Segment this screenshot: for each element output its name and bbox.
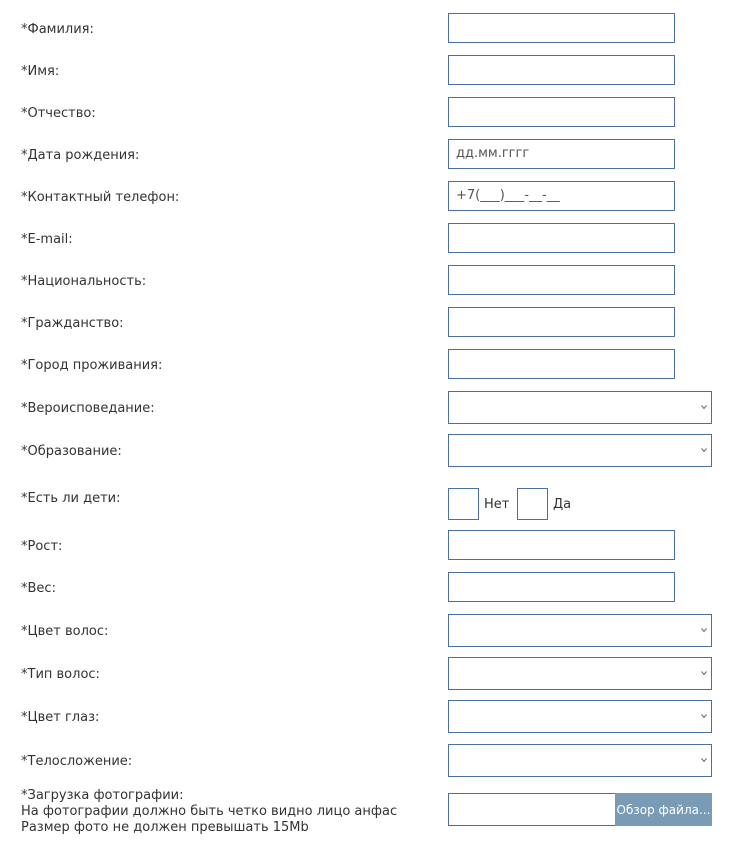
chevron-down-icon	[701, 713, 707, 719]
children-label: *Есть ли дети:	[21, 491, 121, 506]
hair-color-label: *Цвет волос:	[21, 624, 109, 639]
children-no-checkbox[interactable]	[448, 488, 479, 520]
children-no-label: Нет	[484, 497, 510, 512]
hair-type-select[interactable]	[448, 657, 712, 690]
city-input[interactable]	[448, 349, 675, 379]
citizenship-input[interactable]	[448, 307, 675, 337]
phone-label: *Контактный телефон:	[21, 190, 180, 205]
chevron-down-icon	[701, 404, 707, 410]
last-name-input[interactable]	[448, 13, 675, 43]
email-label: *E-mail:	[21, 232, 73, 247]
nationality-input[interactable]	[448, 265, 675, 295]
education-select[interactable]	[448, 434, 712, 467]
photo-label: *Загрузка фотографии:	[21, 788, 184, 803]
education-label: *Образование:	[21, 444, 122, 459]
birth-date-placeholder: дд.мм.гггг	[456, 146, 530, 161]
first-name-input[interactable]	[448, 55, 675, 85]
religion-label: *Вероисповедание:	[21, 401, 155, 416]
birth-date-input[interactable]	[448, 139, 675, 169]
patronymic-label: *Отчество:	[21, 106, 96, 121]
patronymic-input[interactable]	[448, 97, 675, 127]
last-name-label: *Фамилия:	[21, 22, 94, 37]
height-input[interactable]	[448, 530, 675, 560]
city-label: *Город проживания:	[21, 358, 163, 373]
phone-placeholder: +7(___)___-__-__	[456, 188, 560, 203]
first-name-label: *Имя:	[21, 64, 60, 79]
email-input[interactable]	[448, 223, 675, 253]
chevron-down-icon	[701, 627, 707, 633]
eye-color-label: *Цвет глаз:	[21, 710, 100, 725]
browse-file-button[interactable]: Обзор файла...	[615, 793, 712, 826]
children-yes-checkbox[interactable]	[517, 488, 548, 520]
birth-date-label: *Дата рождения:	[21, 148, 140, 163]
chevron-down-icon	[701, 670, 707, 676]
religion-select[interactable]	[448, 391, 712, 424]
build-label: *Телосложение:	[21, 754, 133, 769]
hair-type-label: *Тип волос:	[21, 667, 100, 682]
eye-color-select[interactable]	[448, 700, 712, 733]
chevron-down-icon	[701, 757, 707, 763]
photo-note-face: На фотографии должно быть четко видно лицо анфас	[21, 804, 398, 819]
children-yes-label: Да	[553, 497, 572, 512]
photo-note-size: Размер фото не должен превышать 15Mb	[21, 820, 309, 835]
nationality-label: *Национальность:	[21, 274, 147, 289]
chevron-down-icon	[701, 447, 707, 453]
build-select[interactable]	[448, 744, 712, 777]
phone-input[interactable]	[448, 181, 675, 211]
citizenship-label: *Гражданство:	[21, 316, 124, 331]
height-label: *Рост:	[21, 539, 63, 554]
photo-upload-field[interactable]	[448, 793, 712, 826]
weight-label: *Вес:	[21, 581, 56, 596]
weight-input[interactable]	[448, 572, 675, 602]
hair-color-select[interactable]	[448, 614, 712, 647]
